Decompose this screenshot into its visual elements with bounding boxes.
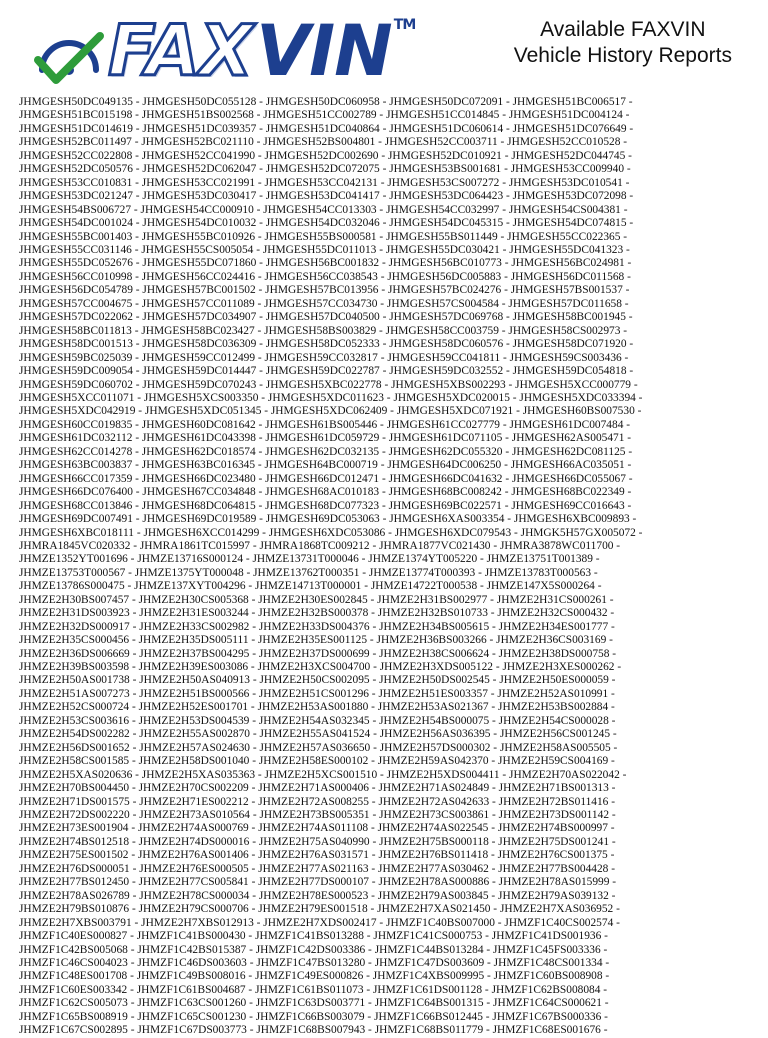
vin-line: JHMGESH59DC009054 - JHMGESH59DC014447 - JHMGESH59DC022787 - JHMGESH59DC032552 - JHMGESH59DC054818 - <box>19 365 634 378</box>
vin-line: JHMZE2H70BS004450 - JHMZE2H70CS002209 - JHMZE2H71AS000406 - JHMZE2H71AS024849 - JHMZE2H71BS001313 - <box>19 782 616 795</box>
vin-line: JHMGESH55BC001403 - JHMGESH55BC010926 - JHMGESH55BS000581 - JHMGESH55BS011449 - JHMGESH55CC022365 - <box>19 230 628 243</box>
vin-line: JHMGESH58BC011813 - JHMGESH58BC023427 - JHMGESH58BS003829 - JHMGESH58CC003759 - JHMGESH58CS002973 - <box>19 324 628 337</box>
vin-line: JHMGESH55DC052676 - JHMGESH55DC071860 - JHMGESH56BC001832 - JHMGESH56BC010773 - JHMGESH56BC024981 - <box>19 257 632 270</box>
vin-line: JHMGESH53DC021247 - JHMGESH53DC030417 - JHMGESH53DC041417 - JHMGESH53DC064423 - JHMGESH53DC072098 - <box>19 190 634 203</box>
speedometer-check-icon <box>34 26 104 90</box>
vin-line: JHMGESH58DC001513 - JHMGESH58DC036309 - JHMGESH58DC052333 - JHMGESH58DC060576 - JHMGESH58DC071920 - <box>19 338 634 351</box>
vin-line: JHMGESH59DC060702 - JHMGESH59DC070243 - JHMGESH5XBC022778 - JHMGESH5XBS002293 - JHMGESH5XCC000779 - <box>19 378 638 391</box>
vin-line: JHMGESH66DC076400 - JHMGESH67CC034848 - JHMGESH68AC010183 - JHMGESH68BC008242 - JHMGESH68BC022349 - <box>19 486 632 499</box>
faxvin-logo <box>34 12 474 90</box>
vin-line: JHMZE2H36DS006669 - JHMZE2H37BS004295 - JHMZE2H37DS000699 - JHMZE2H38CS006624 - JHMZE2H38DS000758 - <box>19 647 617 660</box>
title-line-2: Vehicle History Reports <box>513 44 732 67</box>
vin-line: JHMGESH59BC025039 - JHMGESH59CC012499 - JHMGESH59CC032817 - JHMGESH59CC041811 - JHMGESH59CS003436 - <box>19 351 629 364</box>
vin-line: JHMZE2H54DS002282 - JHMZE2H55AS002870 - JHMZE2H55AS041524 - JHMZE2H56AS036395 - JHMZE2H56CS001245 - <box>19 728 617 741</box>
vin-line: JHMZF1C67CS002895 - JHMZF1C67DS003773 - JHMZF1C68BS007943 - JHMZF1C68BS011779 - JHMZF1C68ES001676 - <box>19 1024 608 1037</box>
vin-line: JHMZE2H53CS003616 - JHMZE2H53DS004539 - JHMZE2H54AS032345 - JHMZE2H54BS000075 - JHMZE2H54CS000028 - <box>19 714 616 727</box>
vin-line: JHMZE2H7XBS003791 - JHMZE2H7XBS012913 - JHMZE2H7XDS002417 - JHMZF1C40BS007000 - JHMZF1C40CS002574 - <box>19 916 620 929</box>
logo-wordmark <box>108 12 415 90</box>
vin-line: JHMGESH60CC019835 - JHMGESH60DC081642 - JHMGESH61BS005446 - JHMGESH61CC027779 - JHMGESH61DC007484 - <box>19 418 631 431</box>
vin-line: JHMZE13753T000567 - JHMZE1375YT000048 - JHMZE13762T000351 - JHMZE13774T000393 - JHMZE13783T000563 - <box>19 566 598 579</box>
vin-line: JHMGESH57DC022062 - JHMGESH57DC034907 - JHMGESH57DC040500 - JHMGESH57DC069768 - JHMGESH58BC001945 - <box>19 311 633 324</box>
vin-line: JHMGESH66CC017359 - JHMGESH66DC023480 - JHMGESH66DC012471 - JHMGESH66DC041632 - JHMGESH66DC055067 - <box>19 472 633 485</box>
vin-line: JHMGESH68CC013846 - JHMGESH68DC064815 - JHMGESH68DC077323 - JHMGESH69BC022571 - JHMGESH69CC016643 - <box>19 499 632 512</box>
vin-line: JHMGESH62CC014278 - JHMGESH62DC018574 - JHMGESH62DC032135 - JHMGESH62DC055320 - JHMGESH62DC081125 - <box>19 445 633 458</box>
vin-line: JHMZF1C60ES003342 - JHMZF1C61BS004687 - JHMZF1C61BS011073 - JHMZF1C61DS001128 - JHMZF1C62BS008084 - <box>19 983 608 996</box>
vin-line: JHMZE2H73ES001904 - JHMZE2H74AS000769 - JHMZE2H74AS011108 - JHMZE2H74AS022545 - JHMZE2H74BS000997 - <box>19 822 615 835</box>
vin-line: JHMGESH52BC011497 - JHMGESH52BC021110 - JHMGESH52BS004801 - JHMGESH52CC003711 - JHMGESH52CC010528 - <box>19 136 628 149</box>
vin-line: JHMZF1C40ES000827 - JHMZF1C41BS000430 - JHMZF1C41BS013288 - JHMZF1C41CS000753 - JHMZF1C41DS001936 - <box>19 930 608 943</box>
vin-line: JHMZE2H72DS002220 - JHMZE2H73AS010564 - JHMZE2H73BS005351 - JHMZE2H73CS003861 - JHMZE2H73DS001142 - <box>19 809 616 822</box>
vin-line: JHMZE2H30BS007457 - JHMZE2H30CS005368 - JHMZE2H30ES002845 - JHMZE2H31BS002977 - JHMZE2H31CS000261 - <box>19 593 614 606</box>
vin-line: JHMZE2H51AS007273 - JHMZE2H51BS000566 - JHMZE2H51CS001296 - JHMZE2H51ES003357 - JHMZE2H52AS010991 - <box>19 687 615 700</box>
vin-line: JHMGESH51BC015198 - JHMGESH51BS002568 - JHMGESH51CC002789 - JHMGESH51CC014845 - JHMGESH51DC004124 - <box>19 109 630 122</box>
logo-fax-text: FAX <box>108 10 252 92</box>
vin-line: JHMZE2H50AS001738 - JHMZE2H50AS040913 - JHMZE2H50CS002095 - JHMZE2H50DS002545 - JHMZE2H50ES000059 - <box>19 674 616 687</box>
page-title <box>514 17 732 69</box>
vin-line: JHMGESH54BS006727 - JHMGESH54CC000910 - JHMGESH54CC013303 - JHMGESH54CC032997 - JHMGESH54CS004381 - <box>19 203 628 216</box>
vin-line: JHMZE2H31DS003923 - JHMZE2H31ES003244 - JHMZE2H32BS000378 - JHMZE2H32BS010733 - JHMZE2H32CS000432 - <box>19 607 615 620</box>
vin-line: JHMGESH52DC050576 - JHMGESH52DC062047 - JHMGESH52DC072075 - JHMGESH53BS001681 - JHMGESH53CC009940 - <box>19 163 631 176</box>
vin-line: JHMGESH56DC054789 - JHMGESH57BC001502 - JHMGESH57BC013956 - JHMGESH57BC024276 - JHMGESH57BS001537 - <box>19 284 630 297</box>
vin-line: JHMGESH69DC007491 - JHMGESH69DC019589 - JHMGESH69DC053063 - JHMGESH6XAS003354 - JHMGESH6XBC009893 - <box>19 513 637 526</box>
vin-line: JHMZE2H39BS003598 - JHMZE2H39ES003086 - JHMZE2H3XCS004700 - JHMZE2H3XDS005122 - JHMZE2H3XES000262 - <box>19 661 622 674</box>
vin-line: JHMGESH63BC003837 - JHMGESH63BC016345 - JHMGESH64BC000719 - JHMGESH64DC006250 - JHMGESH66AC035051 - <box>19 459 632 472</box>
vin-line: JHMZE2H52CS000724 - JHMZE2H52ES001701 - JHMZE2H53AS001880 - JHMZE2H53AS021367 - JHMZE2H53BS002884 - <box>19 701 615 714</box>
vin-line: JHMZE2H58CS001585 - JHMZE2H58DS001040 - JHMZE2H58ES000102 - JHMZE2H59AS042370 - JHMZE2H59CS004169 - <box>19 755 615 768</box>
vin-line: JHMZE2H32DS000917 - JHMZE2H33CS002982 - JHMZE2H33DS004376 - JHMZE2H34BS005615 - JHMZE2H34ES001777 - <box>19 620 615 633</box>
vin-line: JHMZE2H75ES001502 - JHMZE2H76AS001406 - JHMZE2H76AS031571 - JHMZE2H76BS011418 - JHMZE2H76CS001375 - <box>19 849 615 862</box>
logo-vin-text: VIN <box>255 10 392 92</box>
vin-line: JHMRA1845VC020332 - JHMRA1861TC015997 - JHMRA1868TC009212 - JHMRA1877VC021430 - JHMRA3878WC011700 - <box>19 539 621 552</box>
vin-line: JHMZE2H74BS012518 - JHMZE2H74DS000016 - JHMZE2H75AS040990 - JHMZE2H75BS000118 - JHMZE2H75DS001241 - <box>19 835 616 848</box>
vin-line: JHMGESH61DC032112 - JHMGESH61DC043398 - JHMGESH61DC059729 - JHMGESH61DC071105 - JHMGESH62AS005471 - <box>19 432 632 445</box>
vin-line: JHMGESH50DC049135 - JHMGESH50DC055128 - JHMGESH50DC060958 - JHMGESH50DC072091 - JHMGESH51BC006517 - <box>19 96 633 108</box>
vin-line: JHMGESH6XBC018111 - JHMGESH6XCC014299 - JHMGESH6XDC053086 - JHMGESH6XDC079543 - JHMGK5H57GX005072 - <box>19 526 643 539</box>
vin-line: JHMGESH5XDC042919 - JHMGESH5XDC051345 - JHMGESH5XDC062409 - JHMGESH5XDC071921 - JHMGESH60BS007530 - <box>19 405 642 418</box>
vin-line: JHMGESH51DC014619 - JHMGESH51DC039357 - JHMGESH51DC040864 - JHMGESH51DC060614 - JHMGESH51DC076649 - <box>19 122 634 135</box>
title-line-1: Available FAXVIN <box>540 18 706 41</box>
vin-line: JHMZE2H76DS000051 - JHMZE2H76ES000505 - JHMZE2H77AS021163 - JHMZE2H77AS030462 - JHMZE2H77BS004428 - <box>19 862 616 875</box>
vin-line: JHMZF1C42BS005068 - JHMZF1C42BS015387 - JHMZF1C42DS003386 - JHMZF1C44BS013284 - JHMZF1C45FS003336 - <box>19 943 608 956</box>
vin-list <box>19 96 754 1038</box>
vin-line: JHMZF1C65BS008919 - JHMZF1C65CS001230 - JHMZF1C66BS003079 - JHMZF1C66BS012445 - JHMZF1C67BS000336 - <box>19 1010 608 1023</box>
vin-line: JHMGESH56CC010998 - JHMGESH56CC024416 - JHMGESH56CC038543 - JHMGESH56DC005883 - JHMGESH56DC011568 - <box>19 270 631 283</box>
vin-line: JHMZF1C48ES001708 - JHMZF1C49BS008016 - JHMZF1C49ES000826 - JHMZF1C4XBS009995 - JHMZF1C60BS008908 - <box>19 970 610 983</box>
trademark-symbol: TM <box>393 17 416 33</box>
vin-line: JHMZE2H5XAS020636 - JHMZE2H5XAS035363 - JHMZE2H5XCS001510 - JHMZE2H5XDS004411 - JHMZE2H70AS022042 - <box>19 768 627 781</box>
vin-line: JHMZF1C46CS004023 - JHMZF1C46DS003603 - JHMZF1C47BS013280 - JHMZF1C47DS003609 - JHMZF1C48CS001334 - <box>19 957 610 969</box>
page-header <box>0 0 768 96</box>
vin-line: JHMZE2H77BS012450 - JHMZE2H77CS005841 - JHMZE2H77DS000107 - JHMZE2H78AS000886 - JHMZE2H78AS015999 - <box>19 876 617 889</box>
vin-line: JHMZF1C62CS005073 - JHMZF1C63CS001260 - JHMZF1C63DS003771 - JHMZF1C64BS001315 - JHMZF1C64CS000621 - <box>19 997 609 1010</box>
vin-line: JHMZE2H71DS001575 - JHMZE2H71ES002212 - JHMZE2H72AS008255 - JHMZE2H72AS042633 - JHMZE2H72BS011416 - <box>19 795 616 808</box>
vin-line: JHMZE2H56DS001652 - JHMZE2H57AS024630 - JHMZE2H57AS036650 - JHMZE2H57DS000302 - JHMZE2H58AS005505 - <box>19 741 618 754</box>
vin-line: JHMGESH52CC022808 - JHMGESH52CC041990 - JHMGESH52DC002690 - JHMGESH52DC010921 - JHMGESH52DC044745 - <box>19 149 632 162</box>
vin-line: JHMGESH5XCC011071 - JHMGESH5XCS003350 - JHMGESH5XDC011623 - JHMGESH5XDC020015 - JHMGESH5XDC033394 - <box>19 391 643 404</box>
vin-line: JHMZE2H78AS026789 - JHMZE2H78CS000034 - JHMZE2H78ES000523 - JHMZE2H79AS003845 - JHMZE2H79AS039132 - <box>19 889 616 902</box>
vin-line: JHMZE2H35CS000456 - JHMZE2H35DS005111 - JHMZE2H35ES001125 - JHMZE2H36BS003266 - JHMZE2H36CS003169 - <box>19 634 613 647</box>
vin-line: JHMGESH54DC001024 - JHMGESH54DC010032 - JHMGESH54DC032046 - JHMGESH54DC045315 - JHMGESH54DC074815 - <box>19 217 634 230</box>
vin-line: JHMGESH53CC010831 - JHMGESH53CC021991 - JHMGESH53CC042131 - JHMGESH53CS007272 - JHMGESH53DC010541 - <box>19 176 630 189</box>
vin-line: JHMZE13786S000475 - JHMZE137XYT004296 - JHMZE14713T000001 - JHMZE14722T000538 - JHMZE147X5S000264 - <box>19 580 602 593</box>
vin-line: JHMZE1352YT001696 - JHMZE13716S000124 - JHMZE13731T000046 - JHMZE1374YT005220 - JHMZE13751T001389 - <box>19 553 600 566</box>
vin-line: JHMGESH57CC004675 - JHMGESH57CC011089 - JHMGESH57CC034730 - JHMGESH57CS004584 - JHMGESH57DC011658 - <box>19 297 629 310</box>
vin-line: JHMGESH55CC031146 - JHMGESH55CS005054 - JHMGESH55DC011013 - JHMGESH55DC030421 - JHMGESH55DC041323 - <box>19 243 630 256</box>
vin-line: JHMZE2H79BS010876 - JHMZE2H79CS000706 - JHMZE2H79ES001518 - JHMZE2H7XAS021450 - JHMZE2H7XAS036952 - <box>19 903 620 916</box>
